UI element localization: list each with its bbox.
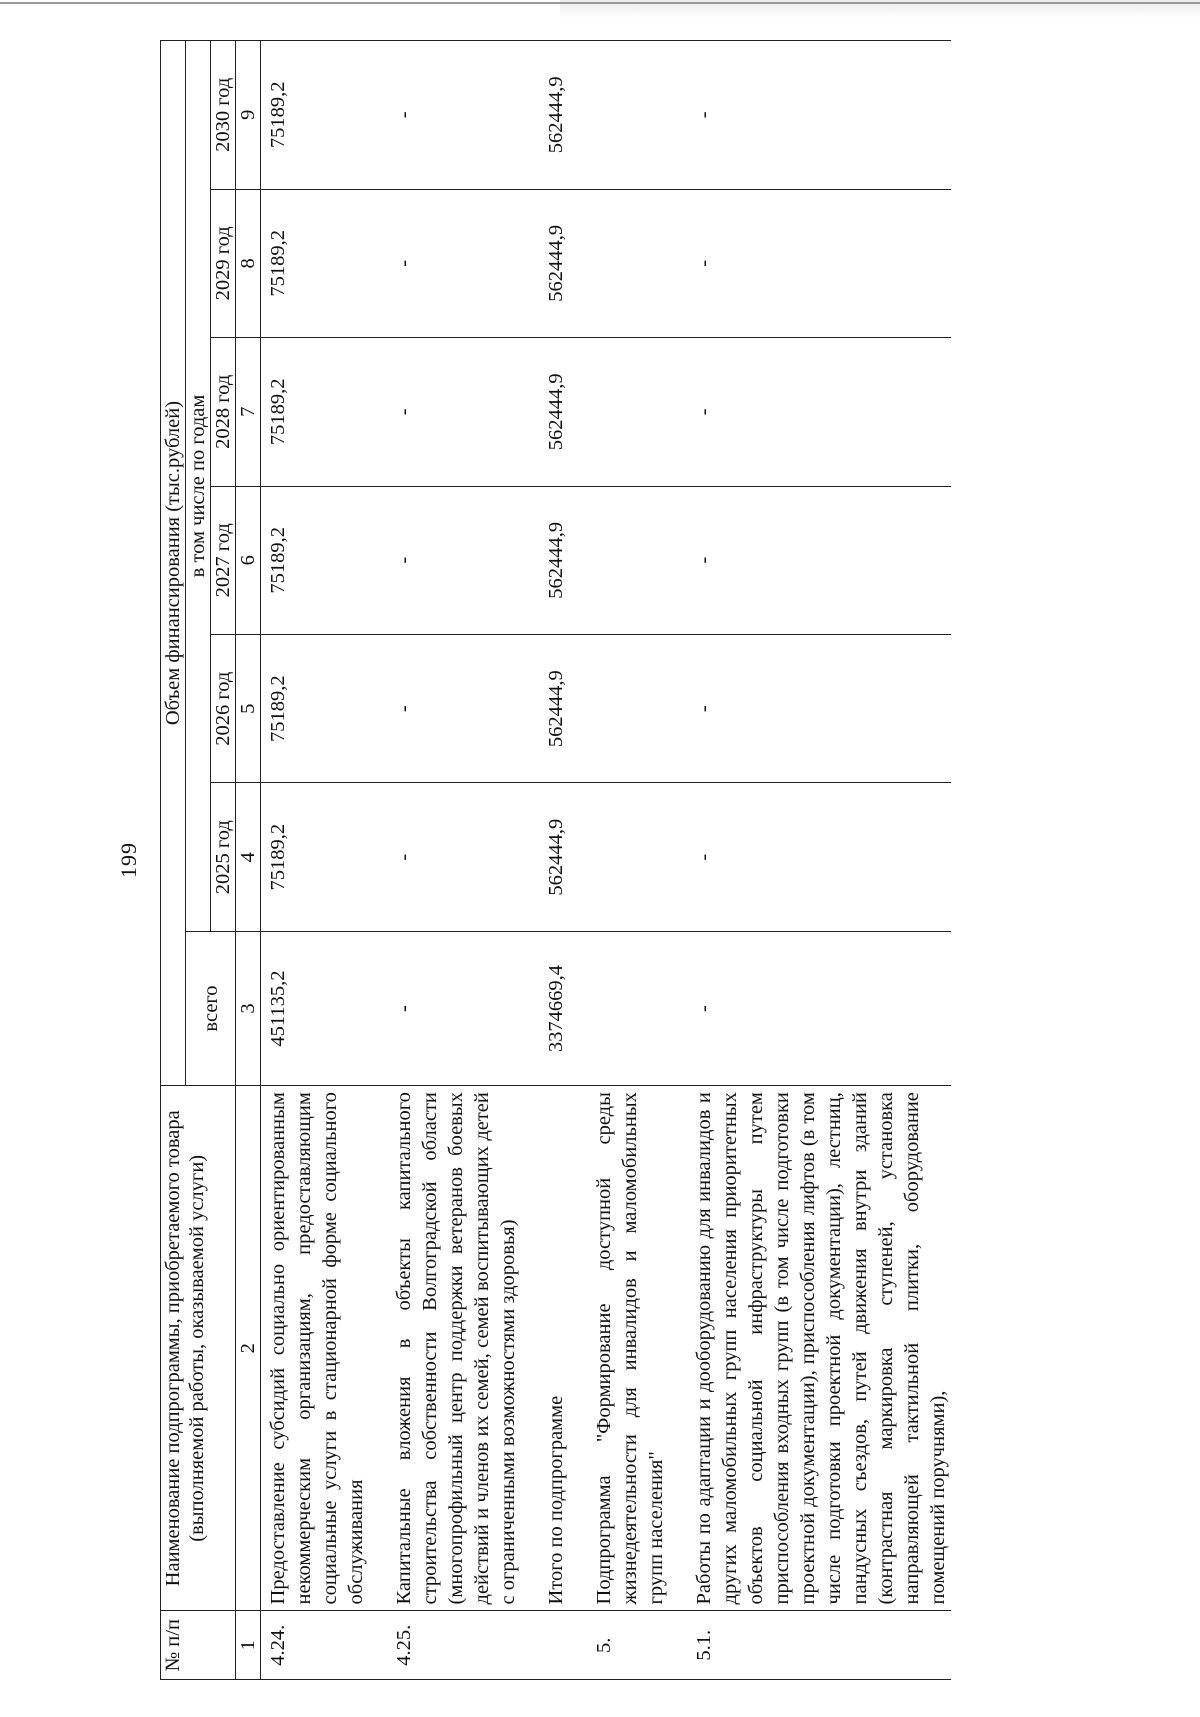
- header-year: 2028 год: [211, 338, 236, 486]
- row-name: Капитальные вложения в объекты капитального строительства собственности Волгоградской области (многопрофильный центр поддержки ветеранов боевых действий и членов их семей, семей воспитывающих детей с ограниченными возможностями здоровья): [391, 1086, 521, 1611]
- col-index: 4: [236, 783, 261, 931]
- row-year-value: 75189,2: [261, 41, 370, 190]
- header-total: всего: [186, 931, 236, 1085]
- row-year-value: -: [691, 486, 951, 634]
- row-year-value: -: [691, 634, 951, 782]
- header-funding: Объем финансирования (тыс.рублей): [161, 41, 186, 1086]
- row-year-value: 75189,2: [261, 783, 370, 931]
- table-header: [161, 41, 261, 1680]
- col-index: 9: [236, 41, 261, 190]
- row-year-value: -: [691, 783, 951, 931]
- row-year-value: 75189,2: [261, 486, 370, 634]
- table-row-subprogram: [591, 41, 669, 1680]
- financing-table: [160, 40, 951, 1680]
- header-col-num: № п/п: [161, 1611, 236, 1680]
- row-year-value: [591, 783, 669, 931]
- col-index: 6: [236, 486, 261, 634]
- row-name: Предоставление субсидий социально ориентированным некоммерческим организациям, предоставляющим социальные услуги в стационарной форме социального обслуживания: [261, 1086, 370, 1611]
- header-year: 2025 год: [211, 783, 236, 931]
- row-number: 4.25.: [391, 1611, 521, 1680]
- row-year-value: -: [391, 41, 521, 190]
- col-index: 3: [236, 931, 261, 1085]
- row-name: Подпрограмма "Формирование доступной среды жизнедеятельности для инвалидов и маломобильных групп населения": [591, 1086, 669, 1611]
- header-year: 2029 год: [211, 189, 236, 337]
- row-number: [543, 1611, 569, 1680]
- row-total: 3374669,4: [543, 931, 569, 1085]
- row-year-value: -: [691, 41, 951, 190]
- row-year-value: -: [391, 783, 521, 931]
- row-name: Итого по подпрограмме: [543, 1086, 569, 1611]
- row-year-value: 562444,9: [543, 634, 569, 782]
- row-total: -: [691, 931, 951, 1085]
- page-number: 199: [116, 842, 141, 878]
- header-by-years: в том числе по годам: [186, 41, 211, 932]
- row-total: 451135,2: [261, 931, 370, 1085]
- table-row: [691, 41, 951, 1680]
- table-row: [261, 41, 370, 1680]
- row-year-value: -: [391, 189, 521, 337]
- rotated-page: [40, 30, 1160, 1690]
- row-year-value: 562444,9: [543, 783, 569, 931]
- header-year: 2030 год: [211, 41, 236, 190]
- row-year-value: 75189,2: [261, 189, 370, 337]
- row-year-value: 75189,2: [261, 338, 370, 486]
- row-number: 5.1.: [691, 1611, 951, 1680]
- row-year-value: 562444,9: [543, 486, 569, 634]
- header-year: 2026 год: [211, 634, 236, 782]
- row-year-value: 75189,2: [261, 634, 370, 782]
- row-year-value: [591, 486, 669, 634]
- col-index: 8: [236, 189, 261, 337]
- col-index: 7: [236, 338, 261, 486]
- row-total: [591, 931, 669, 1085]
- row-year-value: -: [691, 189, 951, 337]
- table-row-subtotal: [543, 41, 569, 1680]
- row-total: -: [391, 931, 521, 1085]
- header-col-name: Наименование подпрограммы, приобретаемого товара (выполняемой работы, оказываемой услуги): [161, 1086, 236, 1611]
- col-index: 1: [236, 1611, 261, 1680]
- row-year-value: [591, 634, 669, 782]
- row-year-value: 562444,9: [543, 189, 569, 337]
- row-year-value: 562444,9: [543, 41, 569, 190]
- row-year-value: [591, 338, 669, 486]
- row-year-value: 562444,9: [543, 338, 569, 486]
- row-year-value: [591, 41, 669, 190]
- header-index-row: [236, 41, 261, 1680]
- header-year: 2027 год: [211, 486, 236, 634]
- row-number: 4.24.: [261, 1611, 370, 1680]
- row-name: Работы по адаптации и дооборудованию для инвалидов и других маломобильных групп населения приоритетных объектов социальной инфраструктуры путем приспособления входных групп (в том числе подготовки проектной документации), приспособления лифтов (в том числе подготовки проектной документации), лестниц, пандусных съездов, путей движения внутри зданий (контрастная маркировка ступеней, установка направляющей тактильной плитки, оборудование помещений поручнями),: [691, 1086, 951, 1611]
- scan-edge-line: [0, 2, 1200, 4]
- row-year-value: -: [391, 486, 521, 634]
- col-index: 2: [236, 1086, 261, 1611]
- row-year-value: -: [391, 634, 521, 782]
- row-number: 5.: [591, 1611, 669, 1680]
- col-index: 5: [236, 634, 261, 782]
- row-year-value: -: [691, 338, 951, 486]
- table-row: [391, 41, 521, 1680]
- row-year-value: -: [391, 338, 521, 486]
- row-year-value: [591, 189, 669, 337]
